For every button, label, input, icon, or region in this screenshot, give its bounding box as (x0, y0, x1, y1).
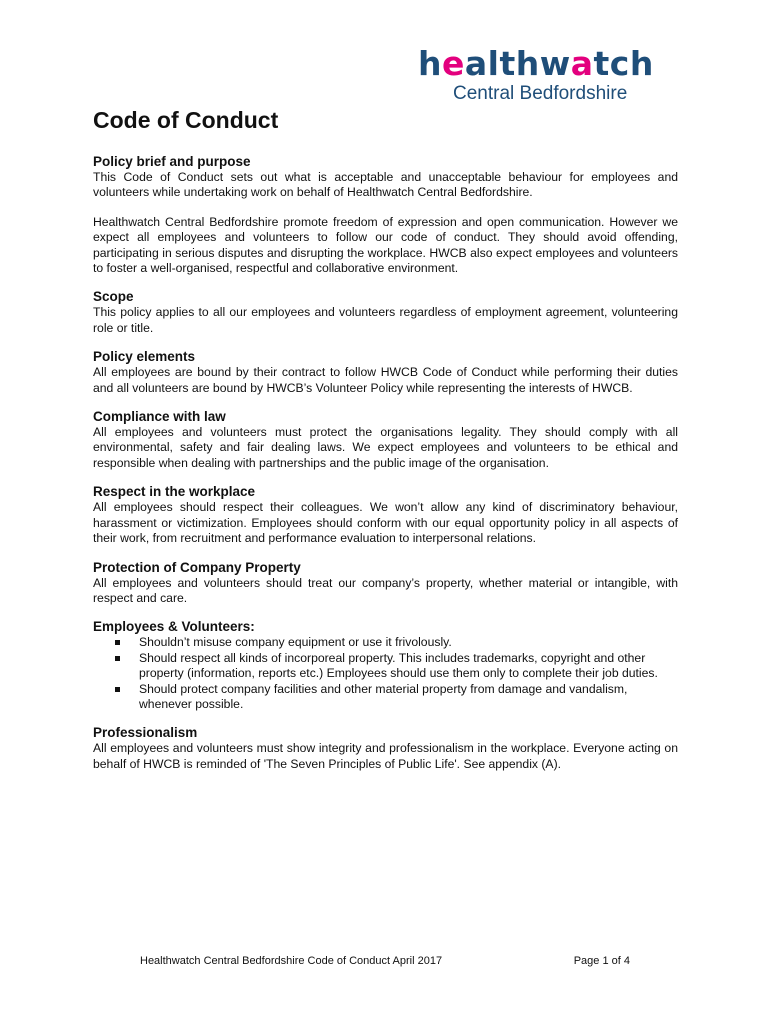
section-employees-volunteers (93, 618, 678, 712)
heading-respect: Respect in the workplace (93, 484, 256, 500)
heading-compliance: Compliance with law (93, 409, 226, 425)
paragraph-compliance: All employees and volunteers must protect the organisations legality. They should comply with all environmental, safety and fair dealing laws. We expect employees and volunteers to be ethical and responsible when dealing with partnerships and the public image of the organisation. (93, 425, 678, 470)
paragraph-policy-elements: All employees are bound by their contract to follow HWCB Code of Conduct while performing their duties and all volunteers are bound by HWCB’s Volunteer Policy while representing the interests of HWCB. (93, 365, 678, 395)
footer-document-info: Healthwatch Central Bedfordshire Code of Conduct April 2017 (140, 955, 443, 967)
list-item (115, 682, 678, 713)
paragraph-property: All employees and volunteers should treat our company’s property, whether material or intangible, with respect and care. (93, 575, 678, 605)
list-item-text: Shouldn’t misuse company equipment or use it frivolously. (139, 635, 452, 650)
document-body (93, 106, 678, 784)
heading-scope: Scope (93, 289, 134, 305)
section-policy-elements (93, 348, 678, 396)
list-item (115, 651, 678, 682)
paragraph-scope: This policy applies to all our employees and volunteers regardless of employment agreement, volunteering role or title. (93, 305, 678, 335)
section-scope (93, 288, 678, 336)
heading-policy-elements: Policy elements (93, 349, 196, 365)
section-property (93, 559, 678, 607)
section-compliance (93, 408, 678, 471)
list-item (115, 635, 678, 650)
bullet-list (115, 635, 678, 712)
heading-policy-brief: Policy brief and purpose (93, 154, 251, 169)
list-item-text: Should respect all kinds of incorporeal property. This includes trademarks, copyright and other property (information, reports etc.) Employees should use them only to complete their job duties. (139, 650, 658, 681)
heading-professionalism: Professionalism (93, 725, 198, 741)
heading-employees-volunteers: Employees & Volunteers: (93, 619, 255, 635)
section-professionalism (93, 724, 678, 772)
square-bullet-icon (115, 640, 120, 645)
paragraph-policy-brief-2: Healthwatch Central Bedfordshire promote freedom of expression and open communication. However we expect all employees and volunteers to follow our code of conduct. They should avoid offending, participating in serious disputes and disrupting the workplace. HWCB also expect employees and volunteers to foster a well-organised, respectful and collaborative environment. (93, 214, 678, 276)
healthwatch-logo (418, 44, 670, 106)
square-bullet-icon (115, 656, 120, 661)
paragraph-respect: All employees should respect their colleagues. We won’t allow any kind of discriminatory behaviour, harassment or victimization. Employees should conform with our equal opportunity policy in all aspects of their work, from recruitment and performance evaluation to interpersonal relations. (93, 500, 678, 546)
logo-wordmark: healthwatch (418, 44, 654, 83)
page-title: Code of Conduct (93, 107, 279, 133)
paragraph-policy-brief-1: This Code of Conduct sets out what is acceptable and unacceptable behaviour for employees and volunteers while undertaking work on behalf of Healthwatch Central Bedfordshire. (93, 170, 678, 200)
heading-property: Protection of Company Property (93, 559, 301, 575)
section-respect (93, 483, 678, 546)
footer-page-number: Page 1 of 4 (573, 955, 630, 967)
list-item-text: Should protect company facilities and other material property from damage and vandalism, whenever possible. (139, 681, 628, 711)
logo-subtitle: Central Bedfordshire (453, 83, 628, 104)
paragraph-professionalism: All employees and volunteers must show integrity and professionalism in the workplace. Everyone acting on behalf of HWCB is reminded of 'The Seven Principles of Public Life'. See appendix (A). (93, 741, 678, 771)
square-bullet-icon (115, 687, 120, 692)
section-policy-brief (93, 153, 678, 276)
